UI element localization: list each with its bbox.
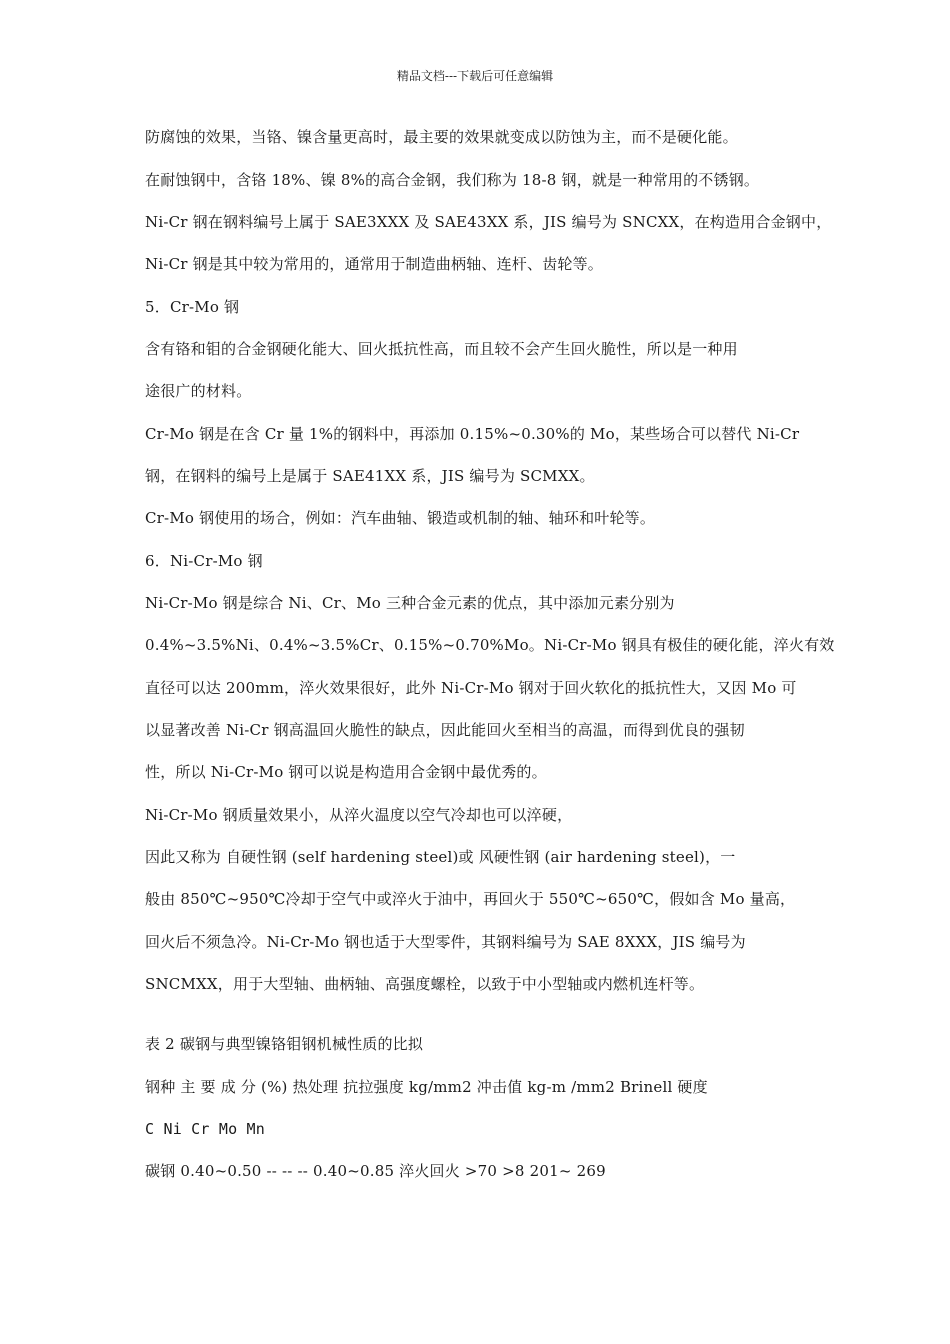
text-line: 0.4%~3.5%Ni、0.4%~3.5%Cr、0.15%~0.70%Mo。Ni-Cr-Mo 钢具有极佳的硬化能，淬火有效	[145, 636, 835, 654]
page-header: 精品文档---下载后可任意编辑	[396, 69, 554, 83]
text-line: Ni-Cr 钢在钢料编号上属于 SAE3XXX 及 SAE43XX 系，JIS 编号为 SNCXX，在构造用合金钢中，	[145, 213, 832, 231]
text-line: 回火后不须急冷。Ni-Cr-Mo 钢也适于大型零件，其钢料编号为 SAE 8XXX，JIS 编号为	[145, 933, 746, 951]
text-line: Cr-Mo 钢是在含 Cr 量 1%的钢料中，再添加 0.15%~0.30%的 Mo，某些场合可以替代 Ni-Cr	[145, 425, 800, 443]
text-line: 防腐蚀的效果，当铬、镍含量更高时，最主要的效果就变成以防蚀为主，而不是硬化能。	[145, 128, 738, 146]
text-line: 以显著改善 Ni-Cr 钢高温回火脆性的缺点，因此能回火至相当的高温，而得到优良的强韧	[145, 721, 745, 739]
table-subheader-row: C Ni Cr Mo Mn	[145, 1120, 265, 1138]
text-line: Ni-Cr-Mo 钢质量效果小，从淬火温度以空气冷却也可以淬硬，	[145, 806, 573, 824]
table-caption: 表 2 碳钢与典型镍铬钼钢机械性质的比拟	[145, 1035, 424, 1053]
text-line: 在耐蚀钢中，含铬 18%、镍 8%的高合金钢，我们称为 18-8 钢，就是一种常用的不锈钢。	[145, 171, 760, 189]
text-line: 钢，在钢料的编号上是属于 SAE41XX 系，JIS 编号为 SCMXX。	[145, 467, 595, 485]
text-line: 般由 850℃~950℃冷却于空气中或淬火于油中，再回火于 550℃~650℃，假如含 Mo 量高，	[145, 890, 796, 908]
table-header-row: 钢种 主 要 成 分 (%) 热处理 抗拉强度 kg/mm2 冲击值 kg-m /mm2 Brinell 硬度	[145, 1078, 708, 1096]
text-line: Ni-Cr-Mo 钢是综合 Ni、Cr、Mo 三种合金元素的优点，其中添加元素分别为	[145, 594, 675, 612]
text-line: 途很广的材料。	[145, 382, 252, 400]
text-line: Ni-Cr 钢是其中较为常用的，通常用于制造曲柄轴、连杆、齿轮等。	[145, 255, 604, 273]
text-line: Cr-Mo 钢使用的场合，例如：汽车曲轴、锻造或机制的轴、轴环和叶轮等。	[145, 509, 656, 527]
text-line: 性，所以 Ni-Cr-Mo 钢可以说是构造用合金钢中最优秀的。	[145, 763, 547, 781]
section-heading: 6．Ni-Cr-Mo 钢	[145, 552, 263, 570]
text-line: SNCMXX，用于大型轴、曲柄轴、高强度螺栓，以致于中小型轴或内燃机连杆等。	[145, 975, 705, 993]
section-heading: 5．Cr-Mo 钢	[145, 298, 240, 316]
text-line: 因此又称为 自硬性钢 (self hardening steel)或 风硬性钢 (air hardening steel)，一	[145, 848, 736, 866]
text-line: 直径可以达 200mm，淬火效果很好，此外 Ni-Cr-Mo 钢对于回火软化的抵抗性大，又因 Mo 可	[145, 679, 797, 697]
text-line: 含有铬和钼的合金钢硬化能大、回火抵抗性高，而且较不会产生回火脆性，所以是一种用	[145, 340, 738, 358]
table-row: 碳钢 0.40~0.50 -- -- -- 0.40~0.85 淬火回火 >70 >8 201~ 269	[145, 1162, 606, 1180]
